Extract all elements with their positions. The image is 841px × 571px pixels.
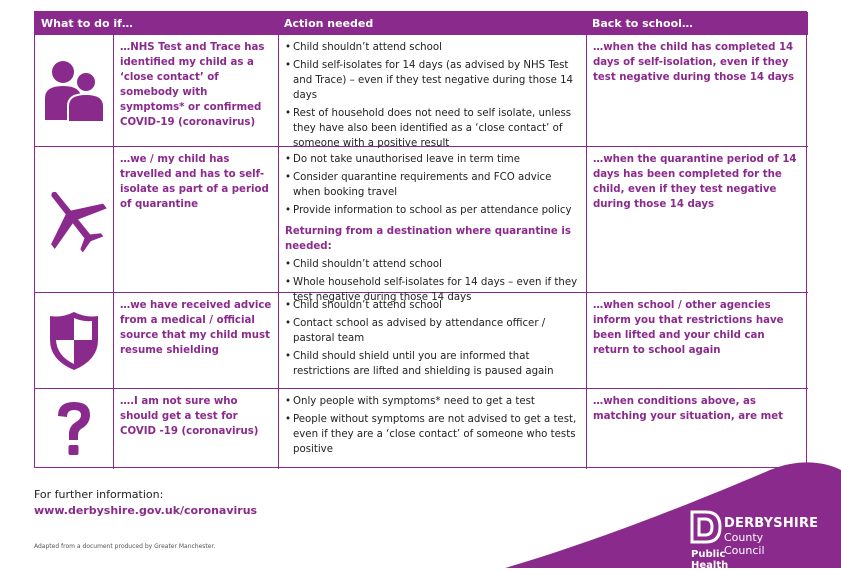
action-item: • Child shouldn’t attend school [285, 40, 580, 55]
derbyshire-logo-icon [690, 510, 722, 544]
row-2-icon-cell [35, 146, 113, 292]
action-item: • Rest of household does not need to self isolate, unless they have also been identified as a ‘close contact’ of someone with a positive result [285, 106, 580, 151]
row-3-actions [278, 292, 586, 388]
header-action-needed: Action needed [278, 12, 586, 34]
row-2-actions [278, 146, 586, 303]
row-3-back-to-school: …when school / other agencies inform you that restrictions have been lifted and your child can return to school again [586, 292, 808, 388]
action-item: • Provide information to school as per attendance policy [285, 203, 580, 218]
row-1-actions [278, 34, 586, 149]
row-1-icon-cell [35, 34, 113, 146]
department-label: Public Health [691, 549, 729, 571]
action-item: • Consider quarantine requirements and FCO advice when booking travel [285, 170, 580, 200]
action-item: • Whole household self-isolates for 14 days – even if they test negative during those 14 days [285, 275, 580, 305]
row-4-back-to-school: …when conditions above, as matching your situation, are met [586, 388, 808, 469]
shield-icon [48, 310, 100, 372]
question-mark-icon [54, 400, 94, 458]
action-item: • Child should shield until you are informed that restrictions are lifted and shielding is paused again [285, 349, 580, 379]
further-info-label: For further information: [34, 488, 164, 501]
action-item: • Do not take unauthorised leave in term time [285, 152, 580, 167]
council-name-line1: DERBYSHIRE [724, 516, 819, 531]
row-3-situation: …we have received advice from a medical / official source that my child must resume shielding [113, 292, 278, 388]
action-item: • People without symptoms are not advised to get a test, even if they are a ‘close contact’ of someone who tests positive [285, 412, 580, 457]
row-1-back-to-school: …when the child has completed 14 days of self-isolation, even if they test negative during those 14 days [586, 34, 808, 146]
row-4-situation: ….I am not sure who should get a test for COVID -19 (coronavirus) [113, 388, 278, 469]
row-1-situation: …NHS Test and Trace has identified my child as a ‘close contact’ of somebody with symptoms* or confirmed COVID-19 (coronavirus) [113, 34, 278, 146]
row-2-situation: …we / my child has travelled and has to self-isolate as part of a period of quarantine [113, 146, 278, 292]
people-icon [42, 58, 106, 124]
quarantine-subheading: Returning from a destination where quarantine is needed: [285, 226, 571, 252]
action-item: • Contact school as advised by attendance officer / pastoral team [285, 316, 580, 346]
adapted-note: Adapted from a document produced by Greater Manchester. [34, 543, 216, 550]
further-info [34, 487, 257, 519]
airplane-icon [40, 185, 108, 255]
council-name-line2: County Council [724, 531, 765, 557]
website-link[interactable]: www.derbyshire.gov.uk/coronavirus [34, 504, 258, 517]
action-item: • Child shouldn’t attend school [285, 257, 580, 272]
action-item: • Only people with symptoms* need to get a test [285, 394, 580, 409]
row-4-actions [278, 388, 586, 469]
row-4-icon-cell [35, 388, 113, 469]
guidance-table [34, 11, 807, 468]
row-3-icon-cell [35, 292, 113, 388]
action-item: • Child self-isolates for 14 days (as advised by NHS Test and Trace) – even if they test negative during those 14 days [285, 58, 580, 103]
header-what-to-do: What to do if… [35, 12, 278, 34]
action-item: • Child shouldn’t attend school [285, 298, 580, 313]
row-2-back-to-school: …when the quarantine period of 14 days has been completed for the child, even if they test negative during those 14 days [586, 146, 808, 292]
header-back-to-school: Back to school… [586, 12, 808, 34]
